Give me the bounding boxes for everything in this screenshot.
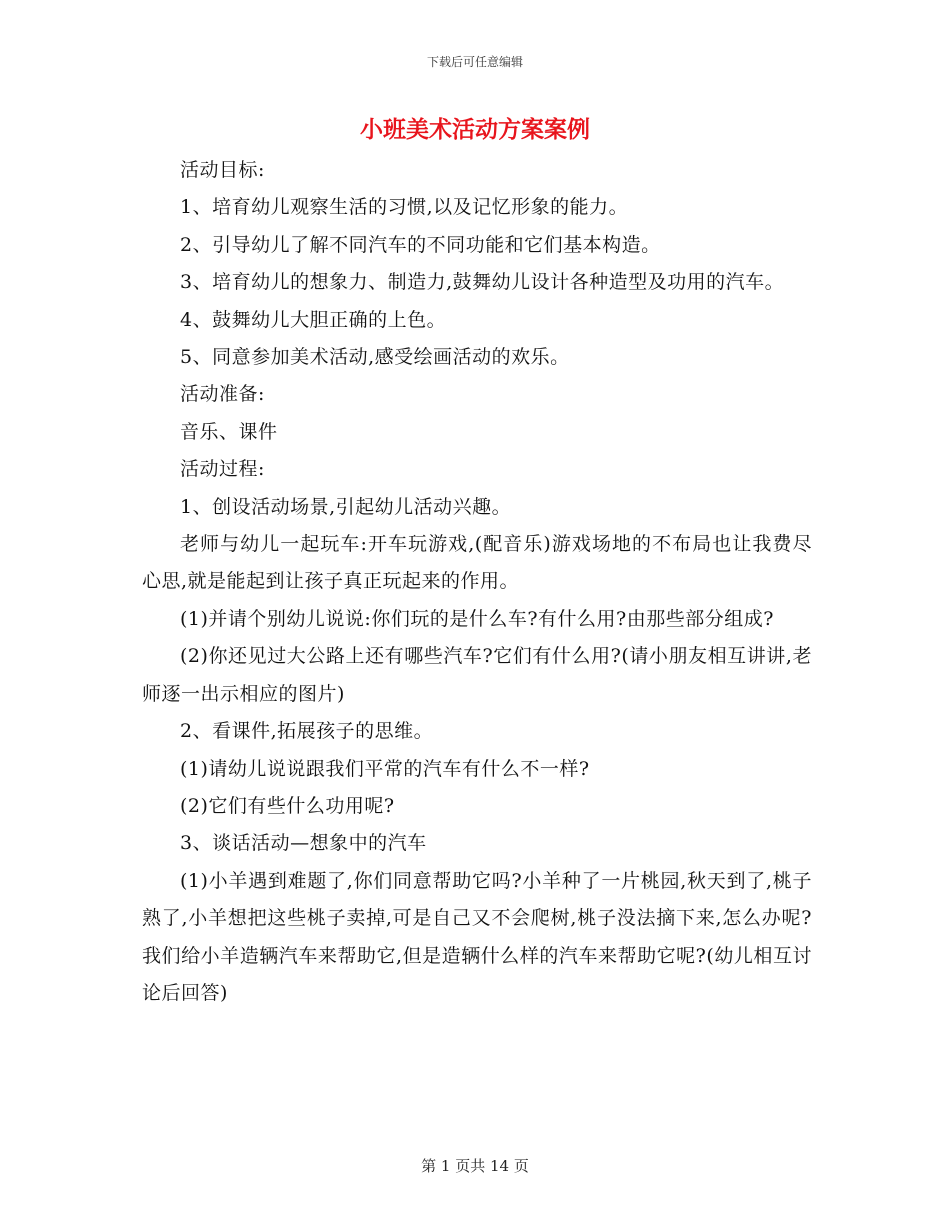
- paragraph: 1、培育幼儿观察生活的习惯,以及记忆形象的能力。: [180, 196, 629, 219]
- paragraph: (1)小羊遇到难题了,你们同意帮助它吗?小羊种了一片桃园,秋天到了,桃子熟了,小羊想把这些桃子卖掉,可是自己又不会爬树,桃子没法摘下来,怎么办呢?我们给小羊造辆汽车来帮助它,但是造辆什么样的汽车来帮助它呢?(幼儿相互讨论后回答): [142, 869, 812, 1004]
- paragraph: 活动准备:: [180, 383, 265, 406]
- paragraph: 活动目标:: [180, 159, 265, 181]
- paragraph: 4、鼓舞幼儿大胆正确的上色。: [180, 308, 447, 331]
- paragraph: 活动过程:: [180, 458, 265, 481]
- paragraph: 音乐、课件: [180, 420, 278, 443]
- document-title: 小班美术活动方案案例: [360, 116, 590, 143]
- paragraph: 老师与幼儿一起玩车:开车玩游戏,(配音乐)游戏场地的不布局也让我费尽心思,就是能起到让孩子真正玩起来的作用。: [142, 533, 812, 593]
- paragraph: (2)它们有些什么功用呢?: [180, 794, 395, 817]
- paragraph: 3、培育幼儿的想象力、制造力,鼓舞幼儿设计各种造型及功用的汽车。: [180, 271, 785, 294]
- paragraph: (1)请幼儿说说跟我们平常的汽车有什么不一样?: [180, 757, 590, 780]
- paragraph: 1、创设活动场景,引起幼儿活动兴趣。: [180, 495, 512, 518]
- paragraph: (2)你还见过大公路上还有哪些汽车?它们有什么用?(请小朋友相互讲讲,老师逐一出示相应的图片): [142, 645, 812, 705]
- header-note: 下载后可任意编辑: [426, 55, 523, 69]
- paragraph: (1)并请个别幼儿说说:你们玩的是什么车?有什么用?由那些部分组成?: [180, 607, 774, 630]
- page-footer: 第 1 页共 14 页: [421, 1157, 529, 1175]
- paragraph: 2、看课件,拓展孩子的思维。: [180, 720, 434, 743]
- document-body: [142, 152, 812, 1012]
- paragraph: 2、引导幼儿了解不同汽车的不同功能和它们基本构造。: [180, 233, 661, 256]
- paragraph: 3、谈话活动—想象中的汽车: [180, 832, 427, 855]
- paragraph: 5、同意参加美术活动,感受绘画活动的欢乐。: [180, 346, 570, 369]
